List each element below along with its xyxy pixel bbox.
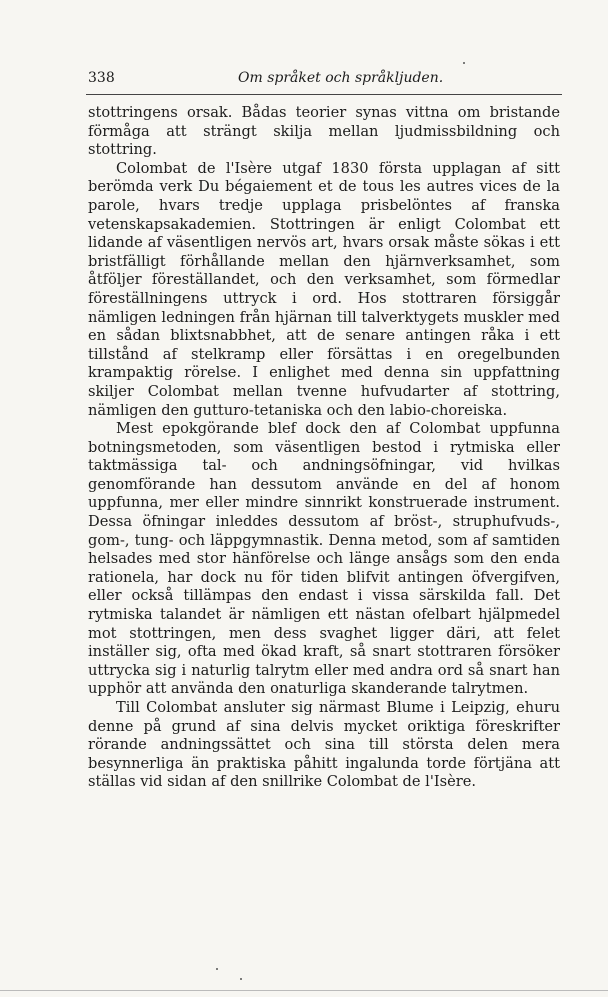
print-speck <box>216 968 218 970</box>
body-text <box>88 104 560 792</box>
page-bottom-edge <box>0 990 608 991</box>
print-speck <box>463 62 465 64</box>
page-header <box>88 70 560 88</box>
print-speck <box>240 978 242 980</box>
paragraph-2: Colombat de l'Isère utgaf 1830 första upplagan af sitt berömda verk Du bégaiement et de tous les autres vices de la parole, hvars tredje upplaga prisbelöntes af franska vetenskapsakademien. Stottringen är enligt Colombat ett lidande af väsentligen nervös art, hvars orsak måste sökas i ett bristfälligt förhållande mellan den hjärnverksamhet, som åtföljer föreställandet, och den verksamhet, som förmedlar föreställningens uttryck i ord. Hos stottraren försiggår nämligen ledningen från hjärnan till talverktygets muskler med en sådan blixtsnabbhet, att de senare antingen råka i ett tillstånd af stelkramp eller försättas i en oregelbunden krampaktig rörelse. I enlighet med denna sin uppfattning skiljer Colombat mellan tvenne hufvudarter af stottring, nämligen den gutturo-tetaniska och den labio-choreiska. <box>88 159 560 419</box>
header-rule <box>86 94 562 95</box>
page-number: 338 <box>88 70 115 86</box>
running-head: Om språket och språkljuden. <box>238 70 444 86</box>
paragraph-4: Till Colombat ansluter sig närmast Blume i Leipzig, ehuru denne på grund af sina delvis mycket oriktiga föreskrifter rörande andningssättet och sina till största delen mera besynnerliga än praktiska påhitt ingalunda torde förtjäna att ställas vid sidan af den snillrike Colombat de l'Isère. <box>88 699 560 791</box>
paragraph-1: stottringens orsak. Bådas teorier synas vittna om bristande förmåga att strängt skilja mellan ljudmissbildning och stottring. <box>88 104 560 159</box>
paragraph-3: Mest epokgörande blef dock den af Colombat uppfunna botningsmetoden, som väsentligen bestod i rytmiska eller taktmässiga tal- och andningsöfningar, vid hvilkas genomförande han dessutom använde en del af honom uppfunna, mer eller mindre sinnrikt konstruerade instrument. Dessa öfningar inleddes dessutom af bröst-, struphufvuds-, gom-, tung- och läppgymnastik. Denna metod, som af samtiden helsades med stor hänförelse och länge ansågs som den enda rationela, har dock nu för tiden blifvit antingen öfvergifven, eller också tillämpas den endast i vissa särskilda fall. Det rytmiska talandet är nämligen ett nästan ofelbart hjälpmedel mot stottringen, men dess svaghet ligger däri, att felet inställer sig, ofta med ökad kraft, så snart stottraren försöker uttrycka sig i naturlig talrytm eller med andra ord så snart han upphör att använda den onaturliga skanderande talrytmen. <box>88 420 560 698</box>
